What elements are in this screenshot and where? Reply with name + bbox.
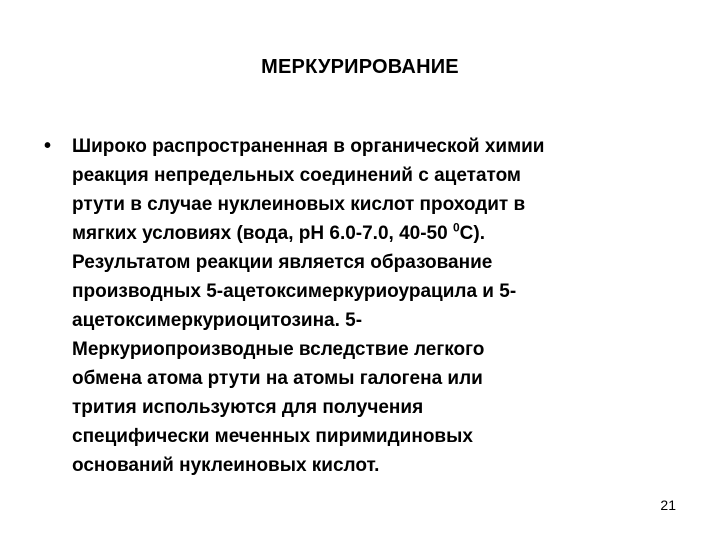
text-line: оснований нуклеиновых кислот. [72, 455, 380, 476]
bullet-paragraph [44, 132, 684, 480]
text-line: реакция непредельных соединений с ацетатом [72, 165, 521, 186]
text-line-temperature-tail: С). [459, 223, 485, 244]
slide-title: МЕРКУРИРОВАНИЕ [261, 56, 459, 78]
text-line: специфически меченных пиримидиновых [72, 426, 473, 447]
page-number: 21 [660, 497, 676, 513]
text-line-temperature [72, 219, 682, 248]
bullet-text [72, 132, 682, 480]
text-line-temperature-head: мягких условиях (вода, рН 6.0-7.0, 40-50 [72, 223, 453, 244]
text-line: Меркуриопроизводные вследствие легкого [72, 339, 485, 360]
text-line: трития используются для получения [72, 397, 424, 418]
text-line: обмена атома ртути на атомы галогена или [72, 368, 483, 389]
text-line: ртути в случае нуклеиновых кислот проходит в [72, 194, 526, 215]
text-line: Результатом реакции является образование [72, 252, 493, 273]
text-line: производных 5-ацетоксимеркуриоурацила и 5- [72, 281, 517, 302]
degree-superscript: 0 [452, 220, 460, 235]
text-line: Широко распространенная в органической химии [72, 136, 545, 157]
text-line: ацетоксимеркуриоцитозина. 5- [72, 310, 363, 331]
bullet-mark: • [44, 135, 52, 157]
